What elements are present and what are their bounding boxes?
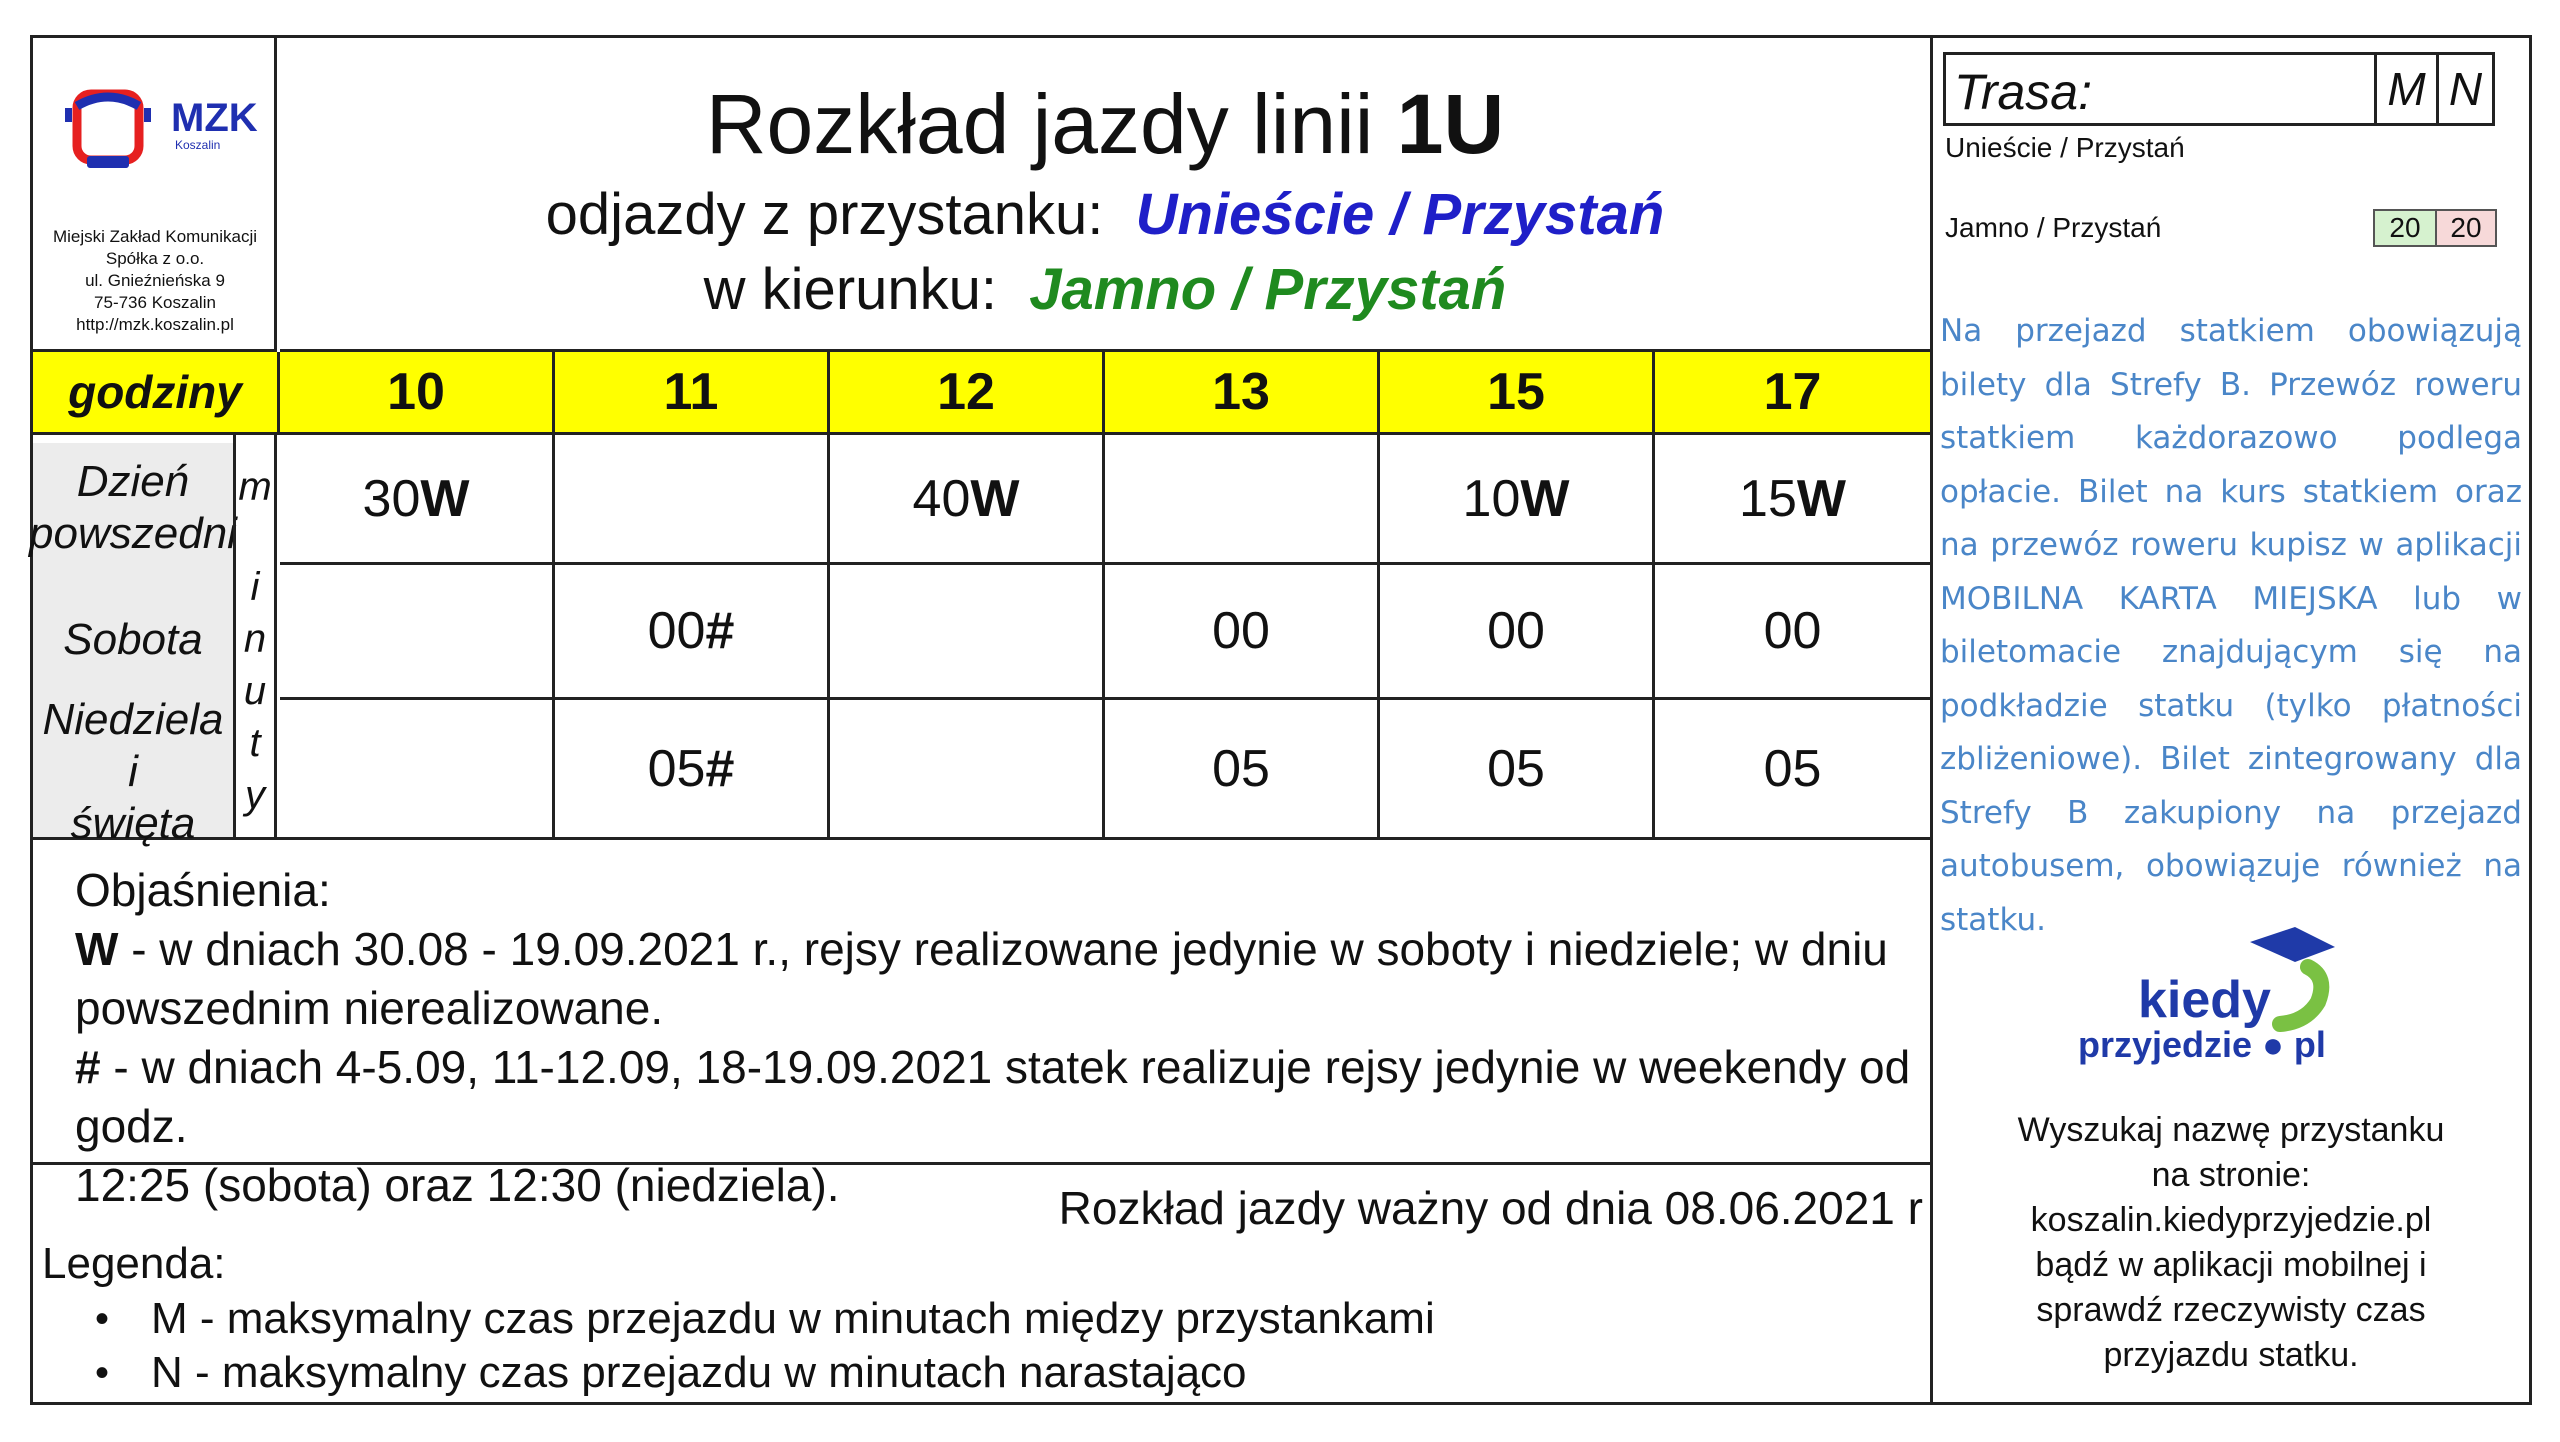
- search-url: koszalin.kiedyprzyjedzie.pl: [2030, 1201, 2432, 1239]
- timetable-body: [29, 435, 1930, 848]
- route-label: Trasa:: [1954, 64, 2092, 120]
- table-cell: 30 W: [280, 435, 555, 562]
- table-cell: [555, 435, 830, 562]
- table-row: [280, 565, 1930, 700]
- hour-13: 13: [1105, 352, 1380, 432]
- route-col-n: N: [2436, 55, 2492, 123]
- row-label-sunday: Niedziela i święta: [33, 706, 233, 837]
- table-cell: 05: [1105, 700, 1380, 837]
- legend-item: • M - maksymalny czas przejazdu w minutach między przystankami: [33, 1292, 1833, 1346]
- route-col-m: M: [2374, 55, 2436, 123]
- route-header: [1943, 52, 2495, 126]
- table-cell: 05: [1763, 739, 1822, 798]
- row-label-weekday: Dzień powszedni: [33, 443, 233, 576]
- row-label-saturday: Sobota: [33, 573, 233, 709]
- departure-stop: odjazdy z przystanku: Unieście / Przystań: [545, 182, 1665, 247]
- logo-word-kiedy: kiedy: [2138, 971, 2271, 1029]
- ticket-info: Na przejazd statkiem obowiązują bilety dla Strefy B. Przewóz roweru statkiem każdorazowo podlega opłacie. Bilet na kurs statkiem oraz na przewóz roweru kupisz w aplikacji MOBILNA KARTA MIEJSKA lub w biletomacie znajdującym się na podkładzie statku (tylko płatności zbliżeniowe). Bilet zintegrowany dla Strefy B zakupiony na przejazd autobusem, obowiązuje również na statku.: [1940, 313, 2522, 938]
- explanations-title: Objaśnienia:: [75, 864, 331, 916]
- hours-label: godziny: [33, 352, 280, 432]
- company-address: Miejski Zakład Komunikacji Spółka z o.o. ul. Gnieźnieńska 9 75-736 Koszalin http://mzk.koszalin.pl: [52, 227, 258, 334]
- table-cell: 40 W: [830, 435, 1105, 562]
- brand-city: Koszalin: [175, 138, 221, 152]
- note-w: W - w dniach 30.08 - 19.09.2021 r., rejsy realizowane jedynie w soboty i niedziele; w dniu powszednim nierealizowane.: [75, 923, 1888, 1034]
- hour-17: 17: [1763, 363, 1822, 421]
- hours-row: [33, 352, 1930, 435]
- hour-12: 12: [830, 352, 1105, 432]
- table-cell: 15 W: [1739, 469, 1846, 528]
- table-cell: [830, 700, 1105, 837]
- table-row: [280, 435, 1930, 565]
- table-cell: 05 #: [555, 700, 830, 837]
- brand-name: MZK: [171, 96, 258, 140]
- table-cell: 00 #: [555, 565, 830, 697]
- line-number: 1U: [1396, 77, 1505, 171]
- validity-date: Rozkład jazdy ważny od dnia 08.06.2021 r: [1058, 1182, 1923, 1234]
- search-instructions: Wyszukaj nazwę przystanku na stronie: koszalin.kiedyprzyjedzie.pl bądź w aplikacji mobilnej i sprawdź rzeczywisty czas przyjazdu statku.: [1935, 1108, 2527, 1378]
- timetable-header: [280, 38, 1930, 352]
- kiedyprzyjedzie-logo: [2078, 922, 2378, 1072]
- table-cell: [1105, 435, 1380, 562]
- mzk-bus-logo: [63, 86, 153, 176]
- direction-stop: w kierunku: Jamno / Przystań: [703, 257, 1507, 322]
- legend-title: Legenda:: [42, 1239, 226, 1288]
- note-hash: # - w dniach 4-5.09, 11-12.09, 18-19.09.2021 statek realizuje rejsy jedynie w weekendy od godz. 12:25 (sobota) oraz 12:30 (niedziela).: [75, 1041, 1911, 1211]
- legend-item: • N - maksymalny czas przejazdu w minutach narastająco: [33, 1346, 1833, 1400]
- minutes-label: m i n u t y: [233, 435, 277, 837]
- table-cell: 00: [1380, 565, 1655, 697]
- table-cell: [280, 700, 555, 837]
- table-cell: 05: [1380, 700, 1655, 837]
- route-stop: Unieście / Przystań: [1945, 132, 2185, 163]
- hour-11: 11: [555, 352, 830, 432]
- page-title: Rozkład jazdy linii 1U: [705, 77, 1505, 171]
- hour-15: 15: [1380, 352, 1655, 432]
- table-cell: 10 W: [1380, 435, 1655, 562]
- table-cell: 00: [1105, 565, 1380, 697]
- table-cell: [280, 565, 555, 697]
- route-time-m: 20: [2373, 209, 2437, 247]
- hour-10: 10: [280, 352, 555, 432]
- route-stop: Jamno / Przystań: [1945, 212, 2162, 243]
- table-cell: [830, 565, 1105, 697]
- legend: [33, 1292, 1833, 1400]
- table-row: [280, 700, 1930, 837]
- logo-word-przyjedzie: przyjedzie ● pl: [2078, 1024, 2326, 1065]
- table-cell: 00: [1763, 602, 1822, 660]
- logo-block: [33, 38, 277, 352]
- route-time-n: 20: [2437, 209, 2497, 247]
